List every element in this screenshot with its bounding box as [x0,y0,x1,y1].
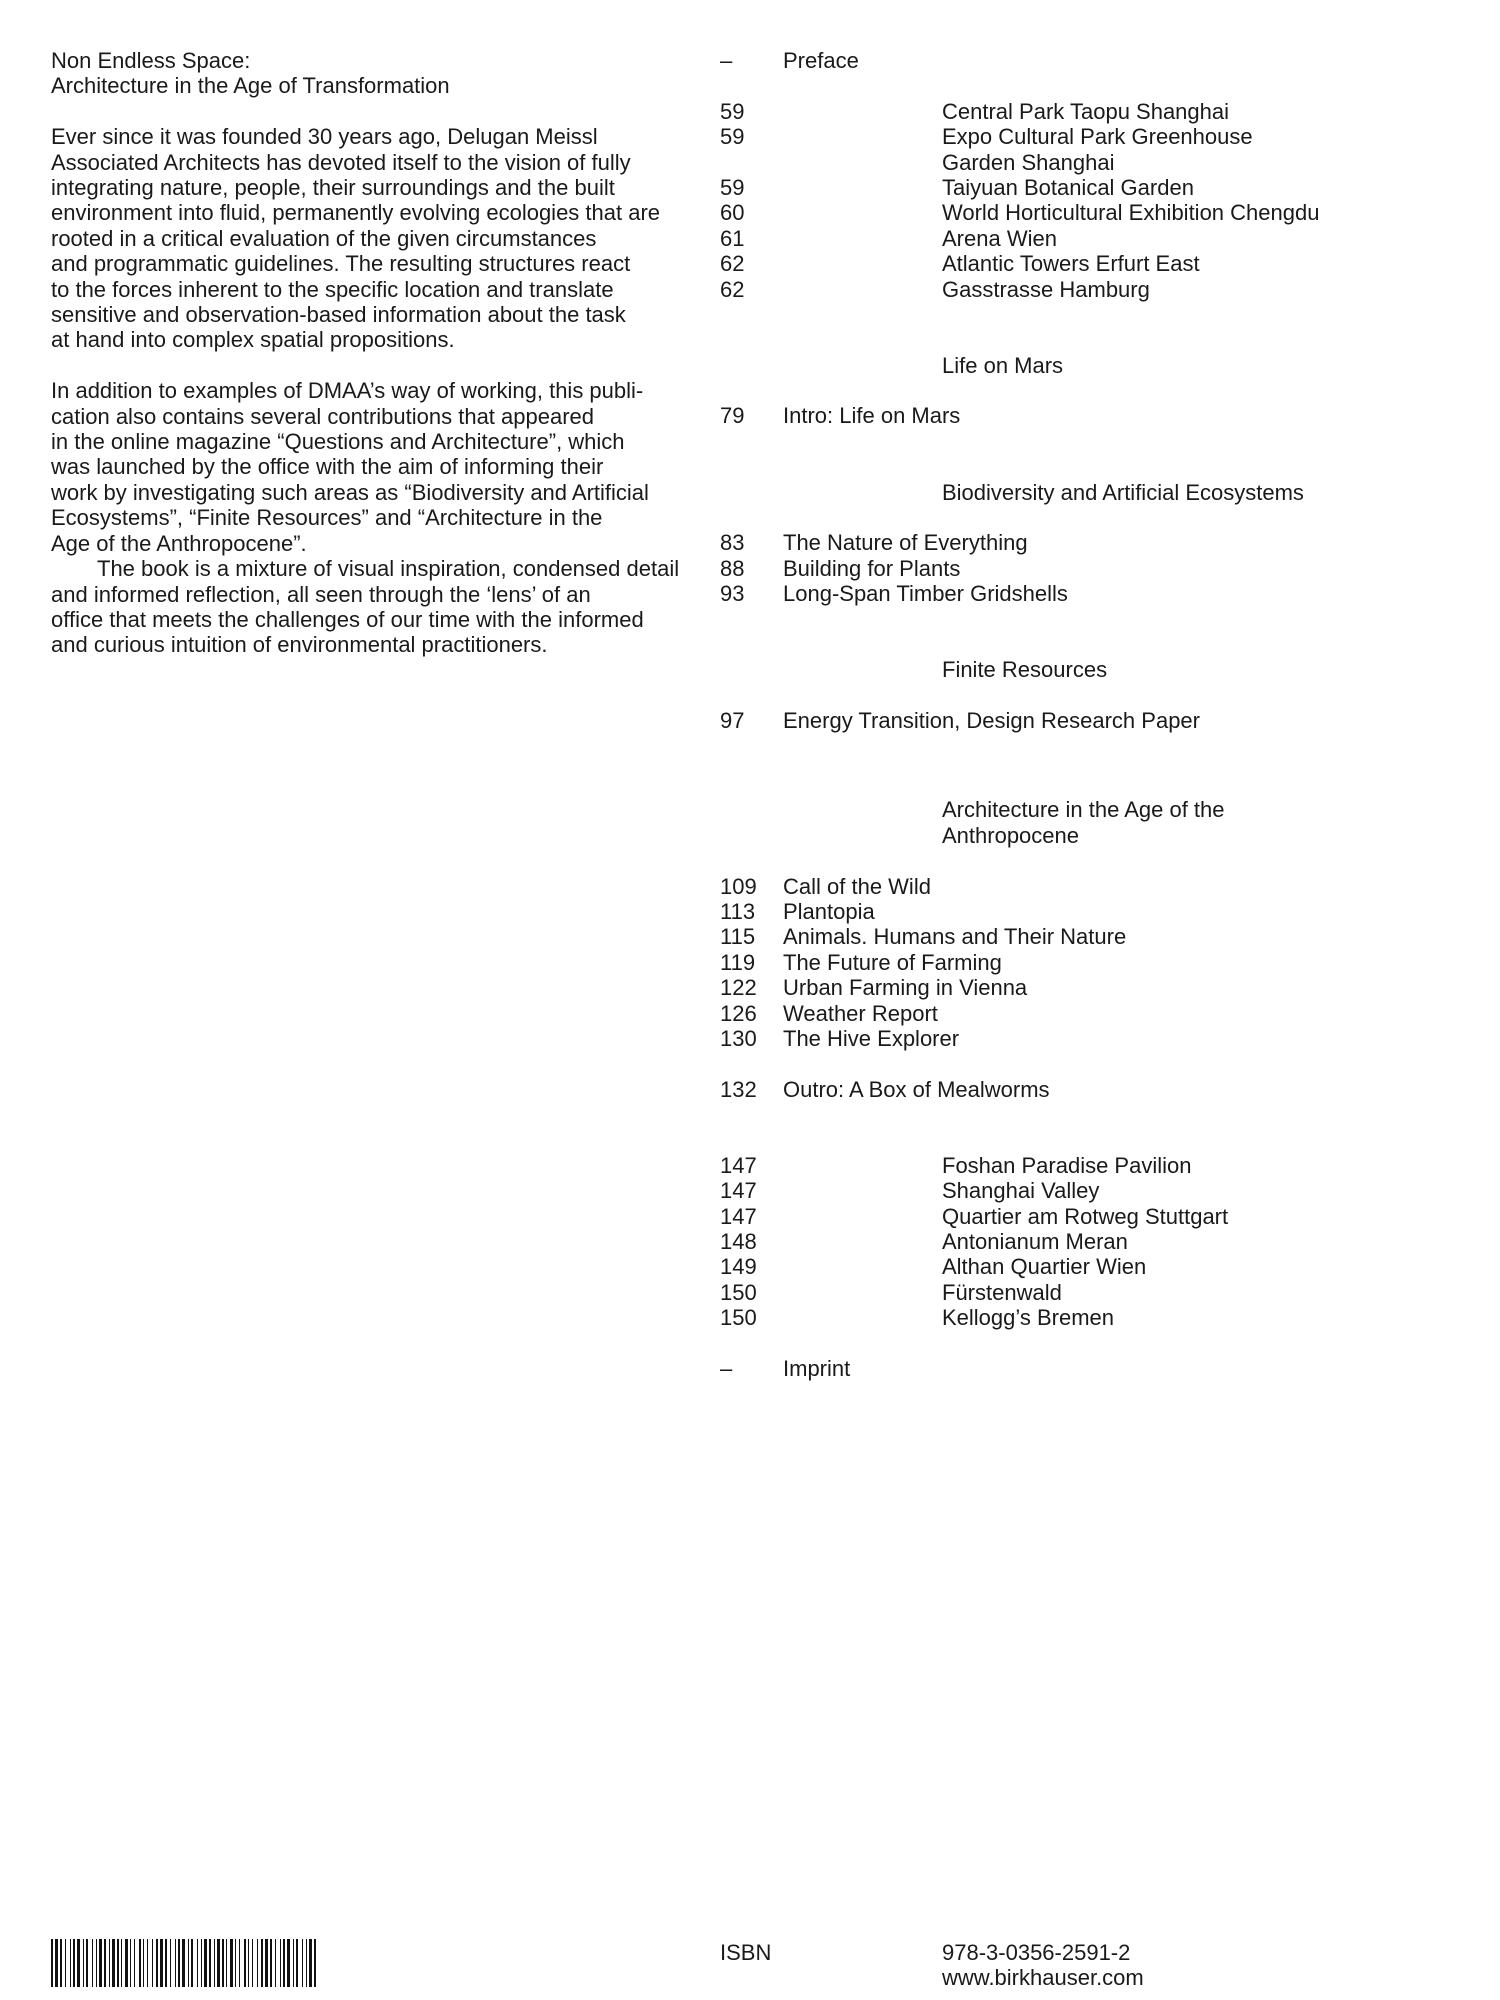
barcode-bar [139,1939,141,1987]
barcode-bar [178,1939,180,1987]
barcode-bar [244,1939,246,1987]
paragraph-line: rooted in a critical evaluation of the given circumstances [51,225,597,251]
barcode-bar [121,1939,122,1987]
barcode-bar [99,1939,102,1987]
barcode-icon [51,1939,316,1987]
toc-entry [720,975,1460,1000]
barcode-bar [257,1939,258,1987]
barcode-bar [204,1939,207,1987]
toc-entry-title: Foshan Paradise Pavilion [942,1152,1192,1178]
intro-paragraph-1 [51,124,701,353]
toc-project-row [720,150,1460,175]
toc-entry-title: Quartier am Rotweg Stuttgart [942,1203,1229,1229]
toc-entry-title: Plantopia [783,898,875,924]
toc-page-number: 130 [720,1025,757,1051]
toc-project-row [720,1229,1460,1254]
barcode-bar [182,1939,185,1987]
toc-page-number: 132 [720,1076,757,1102]
toc-entry-title: Outro: A Box of Mealworms [783,1076,1050,1102]
toc-project-row [720,1204,1460,1229]
toc-project-row [720,226,1460,251]
toc-project-row [720,251,1460,276]
toc-page-number: 62 [720,276,745,302]
barcode-bar [191,1939,193,1987]
barcode-bar [280,1939,281,1987]
toc-entry [720,556,1460,581]
toc-project-row [720,1305,1460,1330]
toc-page-number: 149 [720,1254,757,1280]
barcode-bar [283,1939,285,1987]
toc-page-number: 62 [720,251,745,277]
barcode-bar [170,1939,171,1987]
barcode-bar [92,1939,93,1987]
barcode-bar [130,1939,131,1987]
barcode-bar [314,1939,316,1987]
toc-page-number: 148 [720,1229,757,1255]
toc-page-number: 60 [720,200,745,226]
toc-entry-title: Animals. Humans and Their Nature [783,924,1127,950]
paragraph-line: The book is a mixture of visual inspiration, condensed detail [97,556,680,582]
barcode-bar [160,1939,163,1987]
barcode-bar [51,1939,53,1987]
toc-entry [720,581,1460,606]
toc-page-number: 59 [720,124,745,150]
toc-entry-outro [720,1077,1460,1102]
toc-project-row [720,1280,1460,1305]
barcode-bar [188,1939,189,1987]
barcode-bar [306,1939,307,1987]
paragraph-line: Ecosystems”, “Finite Resources” and “Architecture in the [51,505,603,531]
paragraph-line: at hand into complex spatial propositions. [51,327,455,353]
toc-entry-title: Building for Plants [783,555,961,581]
barcode-bar [209,1939,211,1987]
toc-entry-title: Althan Quartier Wien [942,1254,1147,1280]
barcode-bar [165,1939,167,1987]
toc-entry [720,1026,1460,1051]
toc-entry-title: Preface [783,48,859,73]
section-title: Finite Resources [942,657,1108,683]
intro-column [51,48,701,658]
toc-entry-title: Urban Farming in Vienna [783,975,1028,1001]
barcode-bar [222,1939,224,1987]
publisher-website: www.birkhauser.com [942,1965,1144,1991]
barcode-bar [152,1939,153,1987]
barcode-bar [143,1939,144,1987]
isbn-publisher-block [942,1940,1144,1991]
barcode-bar [65,1939,66,1987]
barcode-bar [156,1939,158,1987]
toc-entry [720,899,1460,924]
barcode-bar [287,1939,290,1987]
toc-project-row [720,175,1460,200]
barcode-bar [261,1939,263,1987]
barcode-bar [147,1939,148,1987]
paragraph-line: and informed reflection, all seen through the ‘lens’ of an [51,581,591,607]
barcode-bar [239,1939,240,1987]
toc-project-row [720,99,1460,124]
paragraph-line: sensitive and observation-based information about the task [51,302,626,328]
paragraph-line: and programmatic guidelines. The resulting structures react [51,251,631,277]
toc-entry-title: Intro: Life on Mars [783,403,961,429]
toc-page-number: 88 [720,555,745,581]
toc-entry-title: Kellogg’s Bremen [942,1305,1115,1331]
toc-entry-title: Expo Cultural Park Greenhouse [942,124,1253,150]
toc-entry-title: World Horticultural Exhibition Chengdu [942,200,1320,226]
toc-entry-title: Imprint [783,1356,851,1381]
toc-page-number: 147 [720,1203,757,1229]
toc-page-number: 109 [720,873,757,899]
toc-section-heading [720,657,1460,682]
toc-entry [720,530,1460,555]
toc-entry-title: Taiyuan Botanical Garden [942,174,1194,200]
toc-page-number: 126 [720,1000,757,1026]
barcode-bar [117,1939,119,1987]
barcode-bar [217,1939,220,1987]
barcode-bar [175,1939,176,1987]
barcode-bar [70,1939,71,1987]
barcode-bar [77,1939,80,1987]
toc-project-row [720,200,1460,225]
toc-entry-imprint [720,1356,1460,1381]
paragraph-line: environment into fluid, permanently evolving ecologies that are [51,200,661,226]
toc-section-heading [720,480,1460,505]
toc-entry [720,403,1460,428]
toc-entry-title: Atlantic Towers Erfurt East [942,251,1200,277]
toc-page-number: 150 [720,1279,757,1305]
toc-page-number: 83 [720,530,745,556]
toc-entry-title: Call of the Wild [783,873,931,899]
toc-project-row [720,277,1460,302]
paragraph-line: was launched by the office with the aim of informing their [51,454,604,480]
toc-page-number: 59 [720,98,745,124]
toc-page-number: 59 [720,174,745,200]
toc-entry-title: Fürstenwald [942,1279,1062,1305]
toc-entry-title: Antonianum Meran [942,1229,1128,1255]
toc-page-number: 147 [720,1152,757,1178]
paragraph-line: Associated Architects has devoted itself to the vision of fully [51,149,631,175]
toc-project-row [720,1254,1460,1279]
toc-page-number: 150 [720,1305,757,1331]
paragraph-line: and curious intuition of environmental practitioners. [51,632,548,658]
barcode-bar [248,1939,249,1987]
toc-page-number: 97 [720,708,745,734]
barcode-bar [134,1939,135,1987]
barcode-bar [226,1939,227,1987]
section-title: Biodiversity and Artificial Ecosystems [942,479,1304,505]
paragraph-line: integrating nature, people, their surroundings and the built [51,175,615,201]
toc-page-number: 93 [720,581,745,607]
barcode-bar [96,1939,97,1987]
toc-page-number: 79 [720,403,745,429]
toc-entry-title: The Nature of Everything [783,530,1028,556]
barcode-bar [201,1939,202,1987]
barcode-bar [265,1939,268,1987]
intro-paragraph-2 [51,378,701,657]
toc-entry-title: Long-Span Timber Gridshells [783,581,1068,607]
toc-entry-title: Weather Report [783,1000,938,1026]
barcode-bar [230,1939,233,1987]
toc-section-heading [720,797,1460,822]
isbn-number: 978-3-0356-2591-2 [942,1940,1131,1965]
toc-entry-title: Central Park Taopu Shanghai [942,98,1230,124]
barcode-bar [109,1939,110,1987]
barcode-bar [112,1939,115,1987]
barcode-bar [235,1939,236,1987]
barcode-bar [309,1939,312,1987]
toc-entry-title: Shanghai Valley [942,1178,1100,1204]
toc-page-number: 115 [720,924,756,950]
barcode-bar [302,1939,303,1987]
toc-entry-title: Arena Wien [942,225,1057,251]
barcode-bar [55,1939,58,1987]
barcode-bar [73,1939,75,1987]
barcode-bar [296,1939,298,1987]
paragraph-line: in the online magazine “Questions and Architecture”, which [51,429,625,455]
toc-page-number: 122 [720,975,757,1001]
paragraph-line: office that meets the challenges of our time with the informed [51,606,644,632]
toc-page-number: 147 [720,1178,757,1204]
toc-page-number: – [720,1356,733,1381]
section-title: Life on Mars [942,352,1064,378]
toc-entry [720,950,1460,975]
barcode-bar [125,1939,128,1987]
book-subtitle-line: Architecture in the Age of Transformation [51,73,450,99]
section-title: Architecture in the Age of the [942,797,1225,823]
toc-entry-title: Garden Shanghai [942,149,1115,175]
table-of-contents [720,48,1460,1381]
toc-entry [720,924,1460,949]
barcode-bar [270,1939,272,1987]
barcode-bar [86,1939,88,1987]
barcode-bar [197,1939,198,1987]
toc-section-heading [720,353,1460,378]
toc-entry [720,874,1460,899]
paragraph-line: In addition to examples of DMAA’s way of working, this publi- [51,378,644,404]
toc-entry-preface [720,48,1460,73]
isbn-label: ISBN [720,1940,772,1965]
toc-entry-title: The Future of Farming [783,949,1002,975]
book-title-line: Non Endless Space: [51,48,251,73]
paragraph-line: Ever since it was founded 30 years ago, Delugan Meissl [51,124,598,150]
toc-page-number: – [720,48,733,73]
toc-page-number: 119 [720,949,756,975]
barcode-bar [293,1939,294,1987]
paragraph-line: work by investigating such areas as “Biodiversity and Artificial [51,479,649,505]
toc-entry-title: Gasstrasse Hamburg [942,276,1150,302]
barcode-bar [60,1939,62,1987]
toc-entry [720,1001,1460,1026]
paragraph-line: cation also contains several contributions that appeared [51,403,595,429]
paragraph-line: Age of the Anthropocene”. [51,530,307,556]
toc-project-row [720,1153,1460,1178]
toc-entry-title: Energy Transition, Design Research Paper [783,708,1200,734]
toc-project-row [720,1178,1460,1203]
barcode-bar [83,1939,84,1987]
toc-page-number: 61 [720,225,745,251]
toc-page-number: 113 [720,898,756,924]
toc-section-heading [720,823,1460,848]
section-title: Anthropocene [942,822,1079,848]
barcode-bar [104,1939,106,1987]
barcode-bar [214,1939,215,1987]
toc-entry [720,708,1460,733]
book-title [51,48,701,99]
paragraph-line: to the forces inherent to the specific location and translate [51,276,614,302]
barcode-bar [252,1939,253,1987]
toc-entry-title: The Hive Explorer [783,1025,960,1051]
toc-project-row [720,124,1460,149]
barcode-bar [275,1939,276,1987]
